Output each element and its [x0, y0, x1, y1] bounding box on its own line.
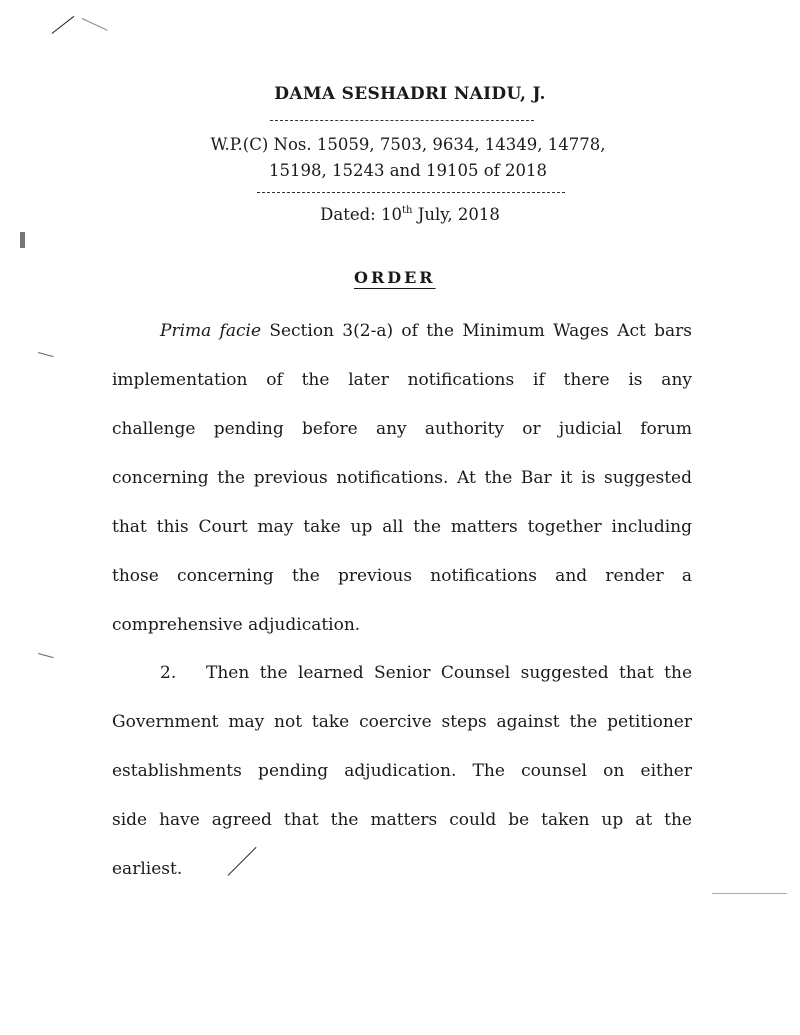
punch-mark-1 — [38, 352, 54, 357]
paragraph-2-line-1-text: Then the learned Senior Counsel suggested that the — [206, 663, 692, 683]
case-numbers-line-2: 15198, 15243 and 19105 of 2018 — [269, 161, 547, 180]
punch-mark-2 — [38, 653, 54, 658]
date-line — [10, 205, 800, 224]
paragraph-1-line-7: comprehensive adjudication. — [112, 615, 361, 635]
paragraph-2-line-3: establishments pending adjudication. The counsel on either — [112, 761, 692, 781]
paragraph-2-line-2: Government may not take coercive steps against the petitioner — [112, 712, 692, 732]
date-suffix: July, 2018 — [412, 205, 500, 224]
paragraph-2-line-4: side have agreed that the matters could be taken up at the — [112, 810, 692, 830]
separator-line-1 — [270, 120, 534, 121]
paragraph-1-line-6: those concerning the previous notifications and render a — [112, 566, 692, 586]
paragraph-1-line-4: concerning the previous notifications. At the Bar it is suggested — [112, 468, 692, 488]
paragraph-2-line-5: earliest. — [112, 859, 183, 879]
pen-stroke-top-left — [52, 16, 75, 34]
paragraph-2 — [112, 649, 692, 894]
case-numbers — [8, 132, 800, 184]
scan-speck-left — [20, 232, 25, 248]
paragraph-1-line-2: implementation of the later notifications if there is any — [112, 370, 692, 390]
paragraph-1-line-1-text: Section 3(2-a) of the Minimum Wages Act bars — [261, 321, 692, 341]
paragraph-2-line-1 — [112, 649, 692, 698]
paragraph-1-line-5: that this Court may take up all the matters together including — [112, 517, 692, 537]
judge-name: DAMA SESHADRI NAIDU, J. — [274, 84, 546, 104]
paragraph-number: 2. — [160, 663, 177, 683]
separator-line-2 — [257, 192, 565, 193]
italic-lead: Prima facie — [160, 321, 262, 341]
faint-line-right — [712, 893, 787, 894]
case-numbers-line-1: W.P.(C) Nos. 15059, 7503, 9634, 14349, 14778, — [210, 135, 606, 154]
paragraph-1-line-3: challenge pending before any authority or judicial forum — [112, 419, 692, 439]
date-prefix: Dated: 10 — [320, 205, 402, 224]
paragraph-1 — [112, 307, 692, 650]
order-title: ORDER — [354, 268, 436, 287]
date-superscript: th — [401, 205, 413, 216]
pen-stroke-top-left-tail — [82, 18, 108, 31]
paragraph-1-line-1 — [112, 307, 692, 356]
